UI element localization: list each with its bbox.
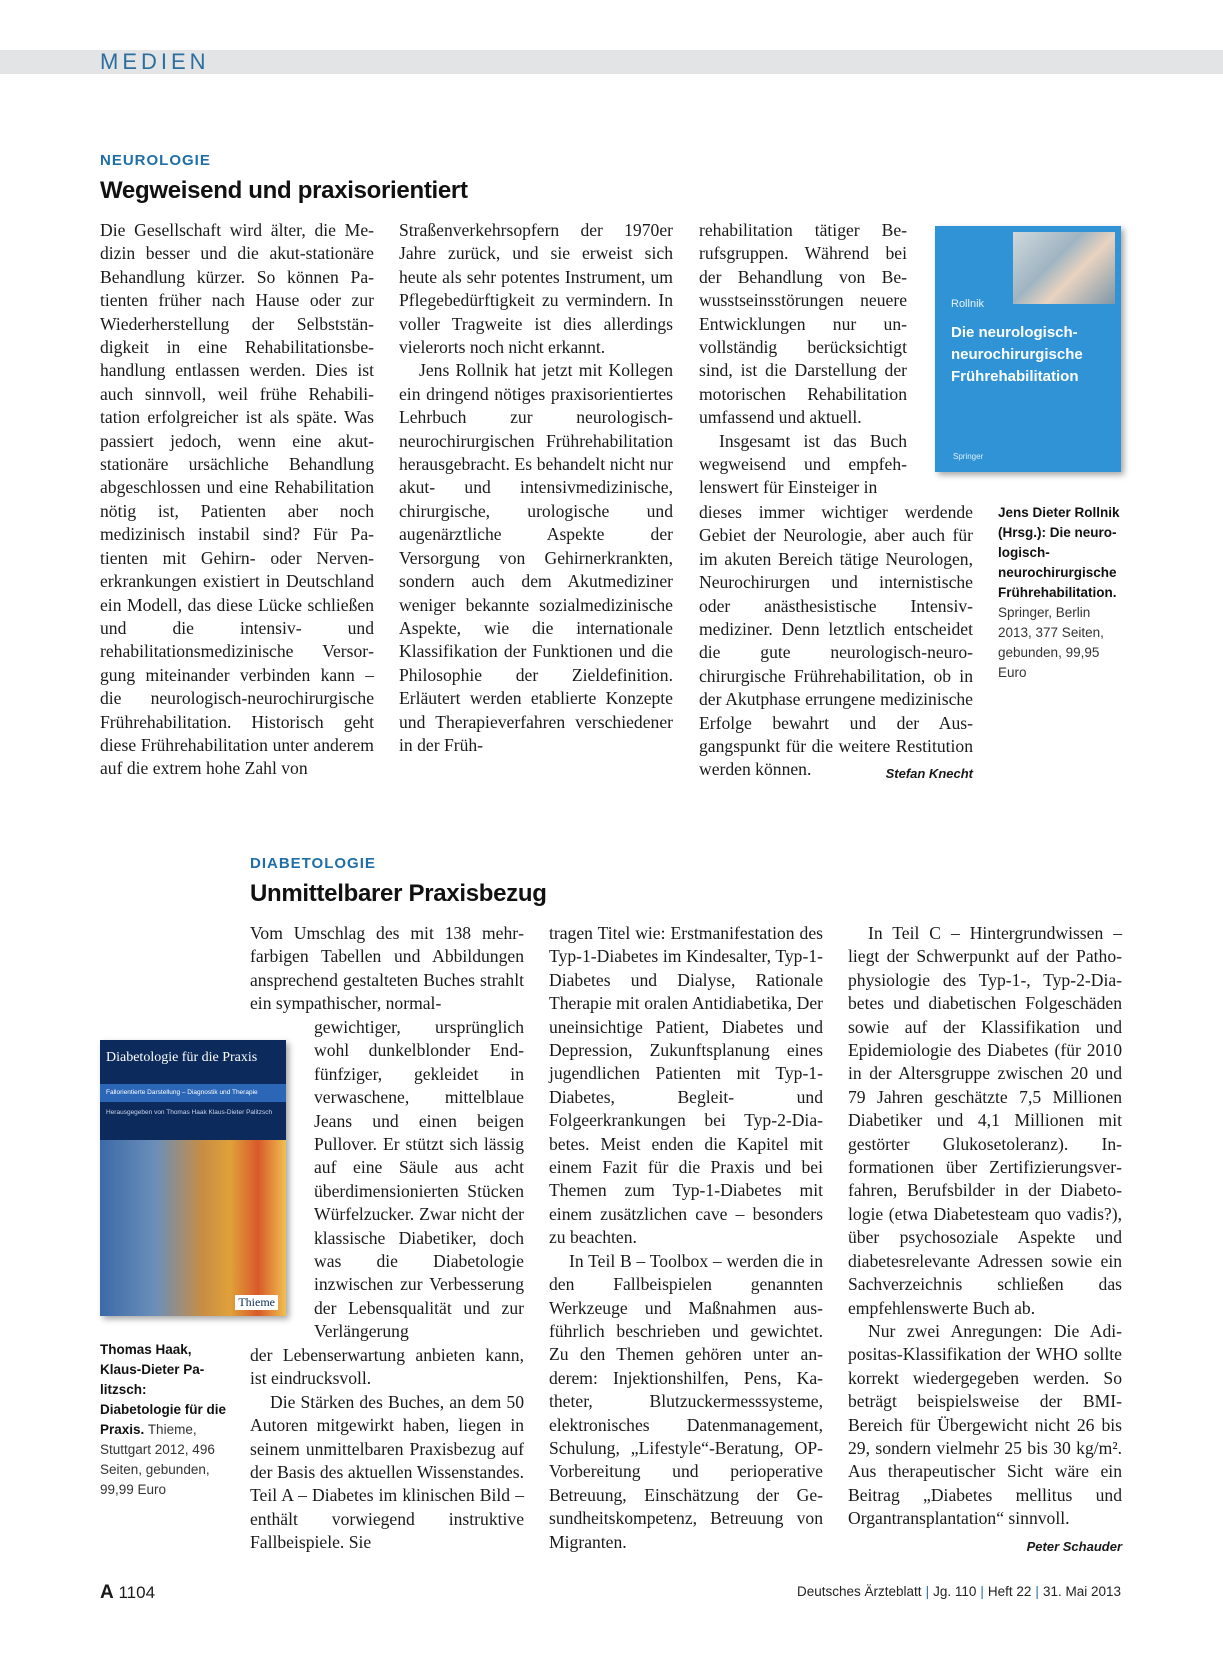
journal-date: 31. Mai 2013 <box>1042 1584 1121 1599</box>
paragraph-text: Nur zwei Anregungen: Die Adipositas-Klassifikation der WHO sollte korrekt wiedergegeben werden. So beträgt beispielsweise der BMI-Bereich für Übergewicht nicht 26 bis 29, sondern vielmehr 25 bis 30 kg/m². Aus therapeutischer Sicht wäre ein Beitrag „Diabetes mellitus und Organtransplantation“ sinnvoll. <box>848 1320 1122 1529</box>
caption-details: Thieme, Stuttgart 2012, 496 Seiten, gebunden, 99,99 Euro <box>100 1422 215 1497</box>
separator: | <box>925 1584 930 1599</box>
paragraph: der Lebenserwartung anbieten kann, ist eindrucksvoll. <box>250 1345 524 1389</box>
article1-column-3-top <box>699 219 907 500</box>
cover-title: Die neurologisch-neurochirurgische Frührehabilitation <box>951 324 1083 385</box>
paragraph: Straßenverkehrsopfern der 1970er Jahre zurück, und sie erweist sich heute als sehr potentes Instrument, um Pflegebedürftigkeit zu vermindern. In voller Tragweite ist dies allerdings vielerorts noch nicht erkannt. <box>399 220 673 358</box>
cover-editors: Herausgegeben von Thomas Haak Klaus-Dieter Palitzsch <box>106 1109 273 1116</box>
page-number <box>100 1582 155 1604</box>
cover-author: Rollnik <box>951 298 985 310</box>
article2-kicker: DIABETOLOGIE <box>250 855 376 872</box>
article1-column-1 <box>100 219 374 781</box>
book-cover-diabetologie <box>100 1040 286 1316</box>
book-caption-1 <box>998 503 1123 683</box>
article2-column-3 <box>848 922 1122 1558</box>
paragraph: gewichtiger, ursprünglich wohl dunkelblonder Endfünfziger, gekleidet in verwaschene, mittelblaue Jeans und einen beigen Pullover. Er stützt sich lässig auf eine Säule aus acht überdimensionierten Stücken Würfelzucker. Zwar nicht der klassische Diabetiker, doch was die Diabetologie inzwischen zur Verbesserung der Lebensqualität und zur Verlängerung <box>314 1017 524 1342</box>
journal-issue: Heft 22 <box>987 1584 1032 1599</box>
paragraph: Die Gesellschaft wird älter, die Medizin besser und die akut-stationäre Behandlung kürzer. So können Patienten früher nach Hause oder zur Wiederherstellung der Selbstständigkeit in eine Rehabilitationsbehandlung entlassen werden. Dies ist auch sinnvoll, weil frühe Rehabilitation erfolgreicher ist als späte. Was passiert jedoch, wenn eine akutstationäre ursächliche Behandlung abgeschlossen und eine Rehabilitation nötig ist, Patienten aber noch medizinisch instabil sind? Für Patienten mit Gehirn- oder Nervenerkrankungen existiert in Deutschland ein Modell, das diese Lücke schließen und die intensiv- und rehabilitationsmedizinische Versorgung miteinander verbinden kann – die neurologisch-neurochirurgische Frührehabilitation. Historisch geht diese Frührehabilitation unter anderem auf die extrem hohe Zahl von <box>100 220 374 779</box>
paragraph: Die Stärken des Buches, an dem 50 Autoren mitgewirkt haben, liegen in seinem unmittelbaren Praxisbezug auf der Basis des aktuellen Wissenstandes. Teil A – Diabetes im klinischen Bild – enthält vorwiegend instruktive Fallbeispiele. Sie <box>250 1391 524 1553</box>
article1-column-2 <box>399 219 673 757</box>
caption-title: Jens Dieter Rollnik (Hrsg.): Die neurologisch-neurochirurgische Frührehabilitation. <box>998 505 1120 600</box>
section-title: MEDIEN <box>100 49 210 74</box>
article2-column-1-bottom <box>250 1344 524 1555</box>
journal-info <box>797 1584 1121 1599</box>
paragraph: In Teil C – Hintergrundwissen – liegt der Schwerpunkt auf der Pathophysiologie des Typ-1-, Typ-2-Diabetes und diabetischen Folgeschäden sowie auf der Klassifikation und Epidemiologie des Diabetes (für 2010 in der Altersgruppe zwischen 20 und 79 Jahren geschätzte 7,5 Millionen Diabetiker und 4,1 Millionen mit gestörter Glukosetoleranz). Informationen über Zertifizierungsverfahren, Berufsbilder in der Diabetologie (etwa Diabetesteam quo vadis?), über psychosoziale Aspekte und diabetesrelevante Adressen sowie ein Sachverzeichnis schließen das empfehlenswerte Buch ab. <box>848 923 1122 1318</box>
paragraph: Jens Rollnik hat jetzt mit Kollegen ein dringend nötiges praxisorientiertes Lehrbuch zur neurologisch-neurochirurgischen Frührehabilitation herausgebracht. Es behandelt nicht nur akut- und intensivmedizinische, chirurgische, urologische und augenärztliche Aspekte der Versorgung von Gehirnerkrankten, sondern auch dem Akutmediziner weniger bekannte sozialmedizinische Aspekte, wie die internationale Klassifikation der Funktionen und die Philosophie der Zieldefinition. Erläutert werden etablierte Konzepte und Therapieverfahren verschiedener in der Früh- <box>399 360 673 755</box>
article2-column-2 <box>549 922 823 1554</box>
paragraph: rehabilitation tätiger Berufsgruppen. Während bei der Behandlung von Bewusstseinsstörungen neuere Entwicklungen nur unvollständig berücksichtigt sind, ist die Darstellung der motorischen Rehabilitation umfassend und aktuell. <box>699 220 907 428</box>
article1-column-3-bottom <box>699 501 973 786</box>
paragraph: Vom Umschlag des mit 138 mehrfarbigen Tabellen und Abbildungen ansprechend gestalteten Buches strahlt ein sympathischer, normal- <box>250 923 524 1014</box>
cover-subtitle: Fallorientierte Darstellung – Diagnostik und Therapie <box>100 1084 286 1102</box>
caption-details: Springer, Berlin 2013, 377 Seiten, gebunden, 99,95 Euro <box>998 605 1104 680</box>
separator: | <box>1035 1584 1039 1599</box>
journal-volume: Jg. 110 <box>933 1584 977 1599</box>
cover-image <box>100 1140 286 1316</box>
paragraph: In Teil B – Toolbox – werden die in den Fallbeispielen genannten Werkzeuge und Maßnahmen ausführlich beschrieben und gewichtet. Zu den Themen gehören unter anderem: Injektionshilfen, Pens, Katheter, Blutzuckermesssysteme, elektronisches Datenmanagement, Schulung, „Lifestyle“-Beratung, OP-Vorbereitung und perioperative Betreuung, Einschätzung der Gesundheitskompetenz, Betreuung von Migranten. <box>549 1250 823 1552</box>
article2-column-1-top <box>250 922 524 1016</box>
cover-photo <box>1013 232 1115 304</box>
article1-headline: Wegweisend und praxisorientiert <box>100 177 468 204</box>
caption-title: Thomas Haak, Klaus-Dieter Palitzsch: Diabetologie für die Praxis. <box>100 1342 227 1437</box>
paragraph <box>848 1320 1122 1554</box>
page-number-value: 1104 <box>118 1583 156 1602</box>
book-cover-rollnik <box>935 226 1121 472</box>
article1-kicker: NEUROLOGIE <box>100 152 211 169</box>
separator: | <box>980 1584 984 1599</box>
article2-headline: Unmittelbarer Praxisbezug <box>250 880 547 907</box>
paragraph <box>699 501 973 782</box>
cover-title: Diabetologie für die Praxis <box>106 1050 258 1065</box>
journal-name: Deutsches Ärzteblatt <box>797 1584 922 1599</box>
author-signature: Stefan Knecht <box>885 766 973 782</box>
cover-publisher: Springer <box>953 452 984 461</box>
paragraph: tragen Titel wie: Erstmanifestation des Typ-1-Diabetes im Kindesalter, Typ-1-Diabetes und Dialyse, Rationale Therapie mit oralen Antidiabetika, Der uneinsichtige Patient, Diabetes und Depression, Zukunftsplanung eines jugendlichen Patienten mit Typ-1-Diabetes, Begleit- und Folgeerkrankungen bei Typ-2-Diabetes. Meist enden die Kapitel mit einem Fazit für die Praxis und bei Themen zum Typ-1-Diabetes mit einem zusätzlichen cave – besonders zu beachten. <box>549 923 823 1248</box>
author-signature: Peter Schauder <box>1026 1538 1122 1554</box>
cover-publisher: Thieme <box>235 1295 278 1310</box>
paragraph: Insgesamt ist das Buch wegweisend und empfehlenswert für Einsteiger in <box>699 430 907 498</box>
paragraph-text: dieses immer wichtiger werdende Gebiet der Neurologie, aber auch für im akuten Bereich tätige Neurologen, Neurochirurgen und internistische oder anästhesistische Intensivmediziner. Denn letztlich entscheidet die gute neurologisch-neurochirurgische Frührehabilitation, ob in der Akutphase errungene medizinische Erfolge bewahrt und der Ausgangspunkt für die weitere Restitution werden können. <box>699 502 973 780</box>
article2-column-1-inset <box>314 1016 524 1344</box>
page-prefix: A <box>100 1582 114 1603</box>
book-caption-2 <box>100 1340 230 1500</box>
